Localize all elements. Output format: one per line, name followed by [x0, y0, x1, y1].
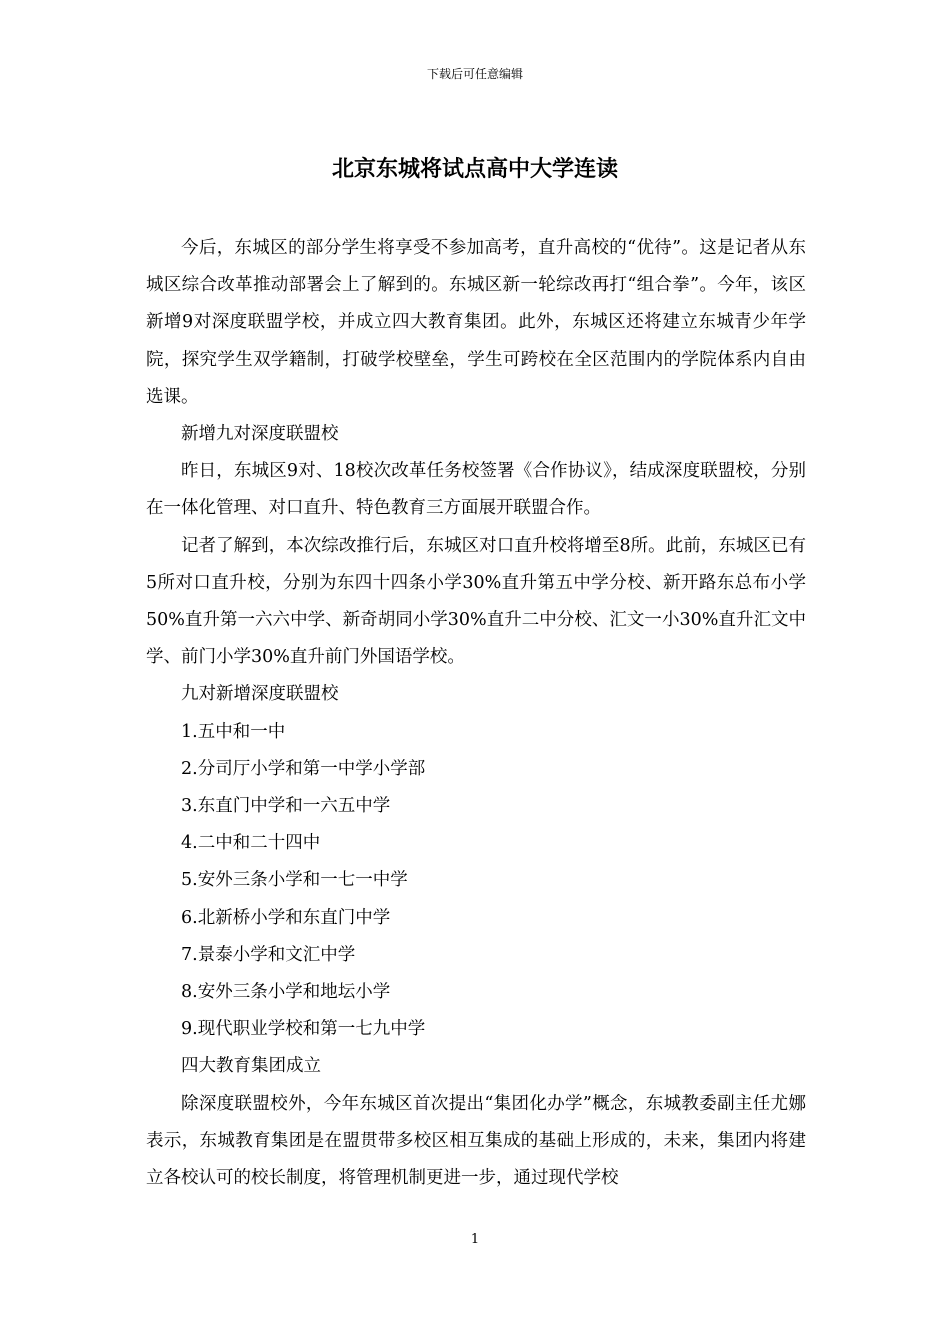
list-item: 6.北新桥小学和东直门中学	[181, 907, 391, 928]
section-heading-new-alliances: 新增九对深度联盟校	[181, 424, 339, 445]
list-item: 2.分司厅小学和第一中学小学部	[181, 758, 426, 779]
list-item: 1.五中和一中	[181, 721, 286, 742]
list-item: 5.安外三条小学和一七一中学	[181, 870, 408, 891]
paragraph-agreement: 昨日，东城区9对、18校次改革任务校签署《合作协议》，结成深度联盟校，分别在一体化管理、对口直升、特色教育三方面展开联盟合作。	[146, 461, 806, 519]
document-title: 北京东城将试点高中大学连读	[331, 157, 618, 182]
section-heading-education-groups: 四大教育集团成立	[181, 1056, 321, 1077]
paragraph-education-groups: 除深度联盟校外，今年东城区首次提出“集团化办学”概念，东城教委副主任尤娜表示，东城教育集团是在盟贯带多校区相互集成的基础上形成的，未来，集团内将建立各校认可的校长制度，将管理机制更进一步，通过现代学校	[146, 1093, 806, 1189]
header-note: 下载后可任意编辑	[426, 67, 523, 81]
paragraph-intro: 今后，东城区的部分学生将享受不参加高考，直升高校的“优待”。这是记者从东城区综合改革推动部署会上了解到的。东城区新一轮综改再打“组合拳”。今年，该区新增9对深度联盟学校，并成立四大教育集团。此外，东城区还将建立东城青少年学院，探究学生双学籍制，打破学校壁垒，学生可跨校在全区范围内的学院体系内自由选课。	[146, 238, 806, 407]
paragraph-direct-promotion: 记者了解到，本次综改推行后，东城区对口直升校将增至8所。此前，东城区已有5所对口直升校，分别为东四十四条小学30%直升第五中学分校、新开路东总布小学50%直升第一六六中学、新奇胡同小学30%直升二中分校、汇文一小30%直升汇文中学、前门小学30%直升前门外国语学校。	[146, 535, 806, 668]
list-item: 4.二中和二十四中	[181, 833, 321, 854]
list-item: 9.现代职业学校和第一七九中学	[181, 1019, 426, 1040]
list-item: 3.东直门中学和一六五中学	[181, 796, 391, 817]
page-number: 1	[470, 1232, 480, 1247]
list-item: 8.安外三条小学和地坛小学	[181, 982, 391, 1003]
document-body	[146, 230, 806, 1197]
section-heading-nine-alliances: 九对新增深度联盟校	[181, 684, 339, 705]
list-item: 7.景泰小学和文汇中学	[181, 944, 356, 965]
